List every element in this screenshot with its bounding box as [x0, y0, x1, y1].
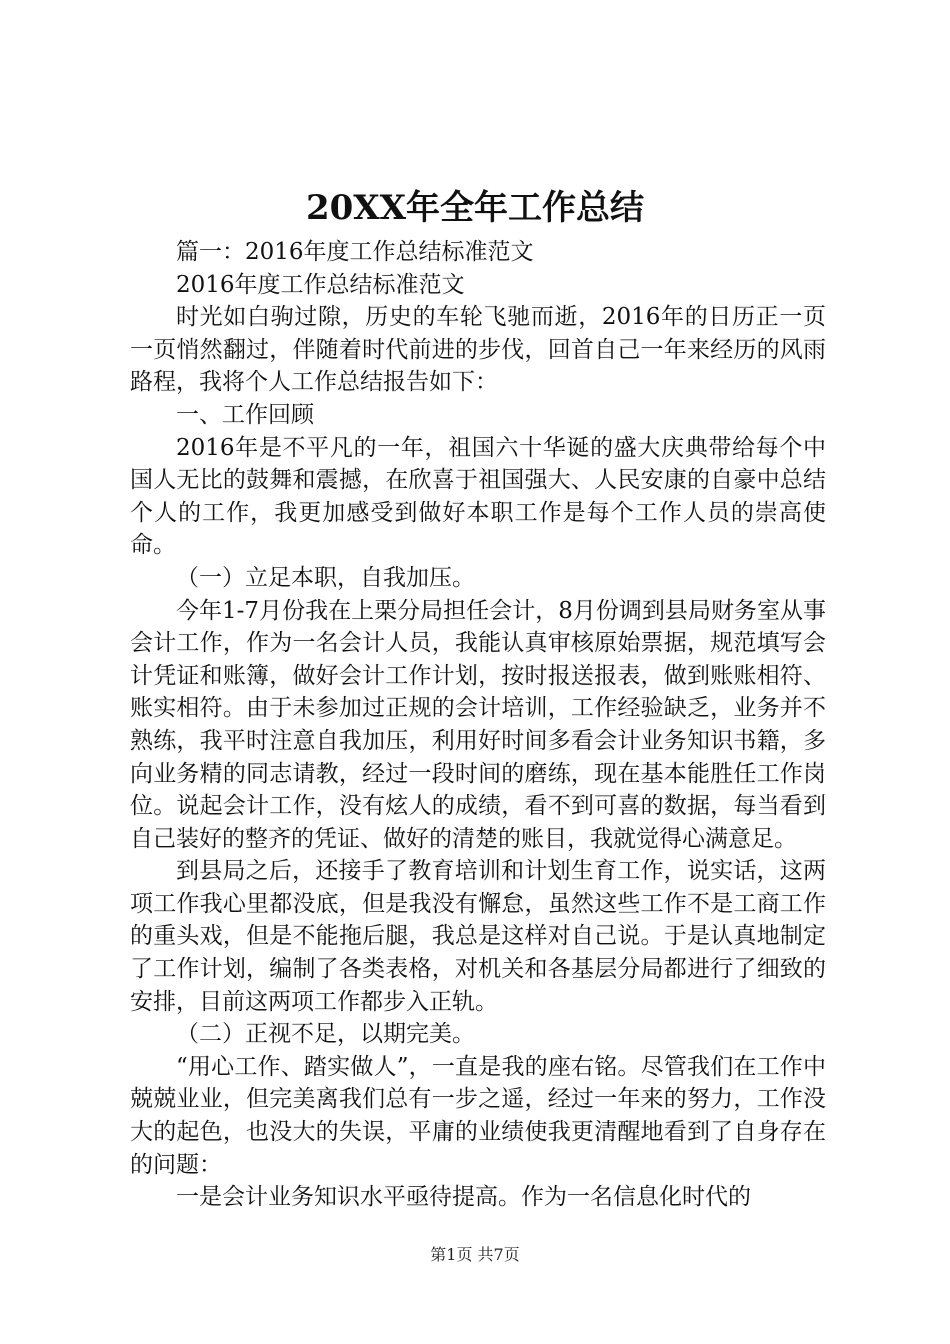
document-title: 20XX年全年工作总结 — [305, 188, 645, 228]
paragraph: “用心工作、踏实做人”，一直是我的座右铭。尽管我们在工作中兢兢业业，但完美离我们总有一步之遥，经过一年来的努力，工作没大的起色，也没大的失误，平庸的业绩使我更清醒地看到了自身存在的问题： — [130, 1053, 826, 1178]
section-heading: 一、工作回顾 — [176, 401, 314, 428]
paragraph: 篇一：2016年度工作总结标准范文 — [176, 239, 534, 265]
paragraph: 今年1-7月份我在上栗分局担任会计，8月份调到县局财务室从事会计工作，作为一名会计人员，我能认真审核原始票据，规范填写会计凭证和账簿，做好会计工作计划，按时报送报表，做到账账相符、账实相符。由于未参加过正规的会计培训，工作经验缺乏，业务并不熟练，我平时注意自我加压，利用好时间多看会计业务知识书籍，多向业务精的同志请教，经过一段时间的磨练，现在基本能胜任工作岗位。说起会计工作，没有炫人的成绩，看不到可喜的数据，每当看到自己装好的整齐的凭证、做好的清楚的账目，我就觉得心满意足。 — [130, 597, 826, 852]
paragraph: 时光如白驹过隙，历史的车轮飞驰而逝，2016年的日历正一页一页悄然翻过，伴随着时代前进的步伐，回首自己一年来经历的风雨路程，我将个人工作总结报告如下： — [130, 304, 826, 396]
subsection-heading: （二）正视不足，以期完美。 — [176, 1021, 475, 1048]
paragraph: 到县局之后，还接手了教育培训和计划生育工作，说实话，这两项工作我心里都没底，但是我没有懈怠，虽然这些工作不是工商工作的重头戏，但是不能拖后腿，我总是这样对自己说。于是认真地制定了工作计划，编制了各类表格，对机关和各基层分局都进行了细致的安排，目前这两项工作都步入正轨。 — [130, 858, 826, 1015]
paragraph: 2016年度工作总结标准范文 — [176, 271, 465, 298]
subsection-heading: （一）立足本职，自我加压。 — [176, 564, 475, 591]
paragraph: 一是会计业务知识水平亟待提高。作为一名信息化时代的 — [176, 1184, 751, 1211]
document-body — [130, 236, 826, 1214]
paragraph: 2016年是不平凡的一年，祖国六十华诞的盛大庆典带给每个中国人无比的鼓舞和震撼，在欣喜于祖国强大、人民安康的自豪中总结个人的工作，我更加感受到做好本职工作是每个工作人员的崇高使命。 — [130, 434, 826, 559]
page-number-footer: 第1页 共7页 — [430, 1245, 520, 1264]
